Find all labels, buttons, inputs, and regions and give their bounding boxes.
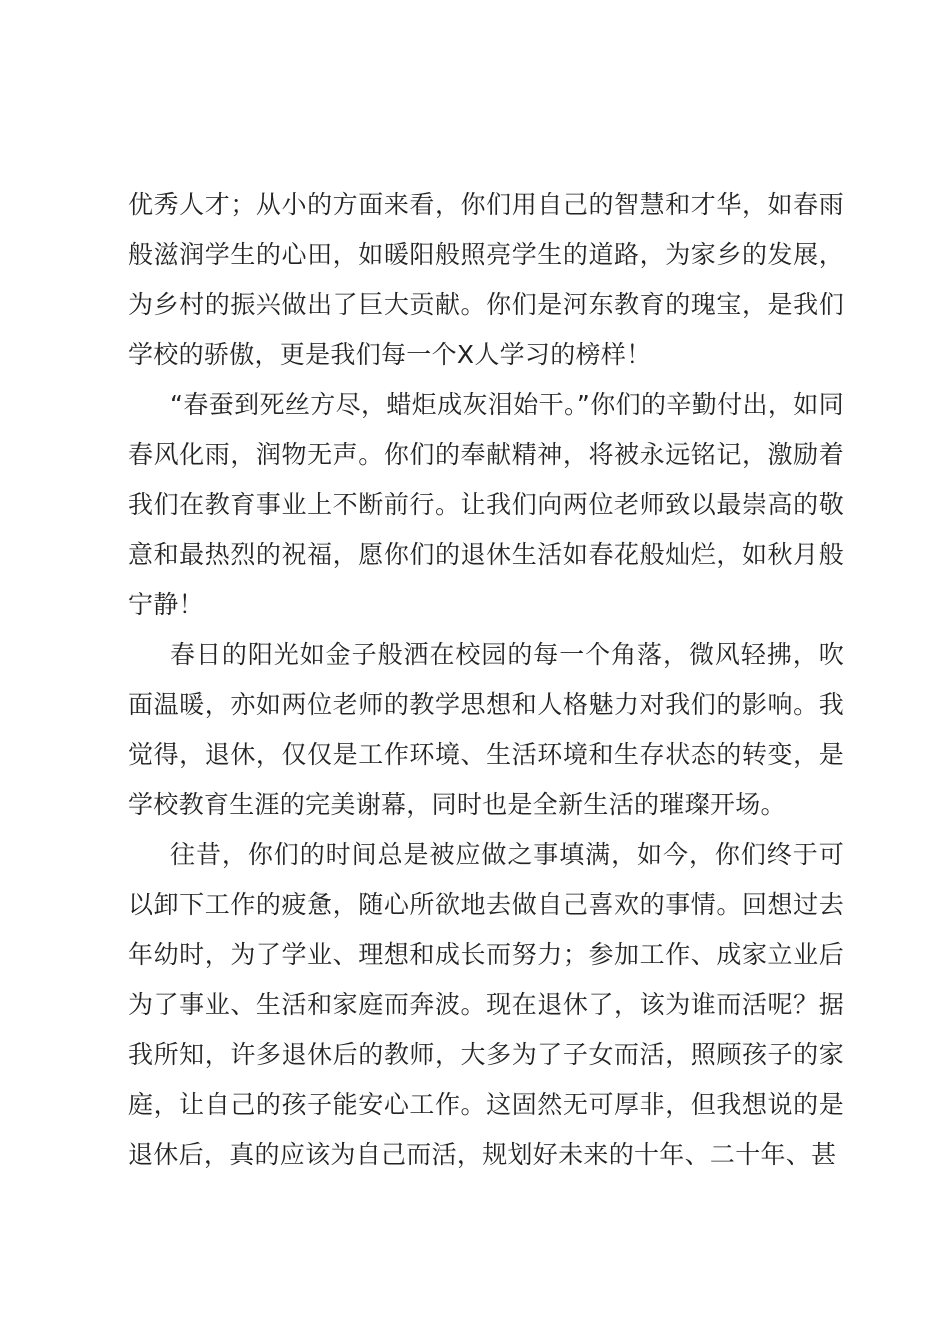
paragraph-2: “春蚕到死丝方尽，蜡炬成灰泪始干。”你们的辛勤付出，如同春风化雨，润物无声。你们的奉献精神，将被永远铭记，激励着我们在教育事业上不断前行。让我们向两位老师致以最崇高的敬意和最热烈的祝福，愿你们的退休生活如春花般灿烂，如秋月般宁静！ [128,390,844,619]
document-body [128,180,844,1180]
paragraph-1: 优秀人才；从小的方面来看，你们用自己的智慧和才华，如春雨般滋润学生的心田，如暖阳般照亮学生的道路，为家乡的发展，为乡村的振兴做出了巨大贡献。你们是河东教育的瑰宝，是我们学校的骄傲，更是我们每一个X人学习的榜样！ [128,190,844,369]
paragraph-3: 春日的阳光如金子般洒在校园的每一个角落，微风轻拂，吹面温暖，亦如两位老师的教学思想和人格魅力对我们的影响。我觉得，退休，仅仅是工作环境、生活环境和生存状态的转变，是学校教育生涯的完美谢幕，同时也是全新生活的璀璨开场。 [128,640,844,819]
paragraph-4: 往昔，你们的时间总是被应做之事填满，如今，你们终于可以卸下工作的疲惫，随心所欲地去做自己喜欢的事情。回想过去年幼时，为了学业、理想和成长而努力；参加工作、成家立业后为了事业、生活和家庭而奔波。现在退休了，该为谁而活呢？据我所知，许多退休后的教师，大多为了子女而活，照顾孩子的家庭，让自己的孩子能安心工作。这固然无可厚非，但我想说的是退休后，真的应该为自己而活，规划好未来的十年、二十年、甚 [128,840,844,1169]
